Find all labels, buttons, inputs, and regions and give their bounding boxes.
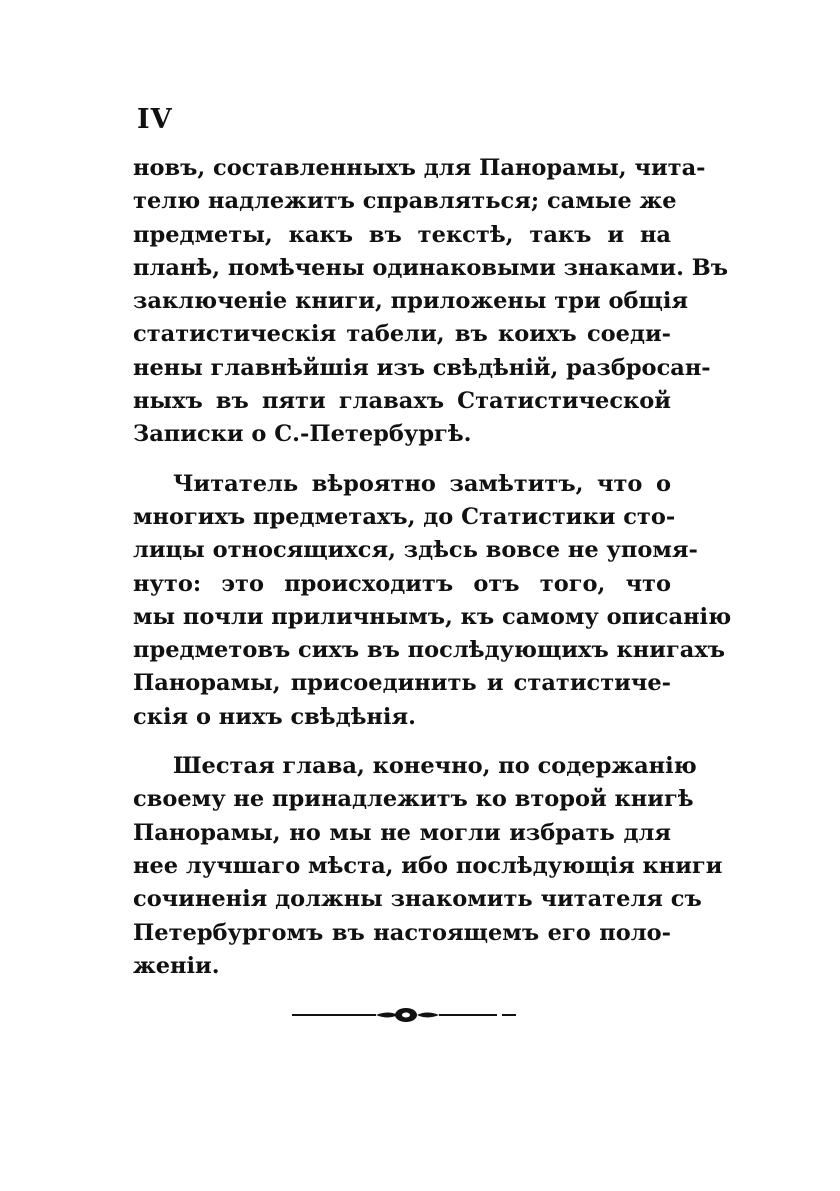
paragraph-1: [133, 152, 729, 452]
text-line: Панорамы, но мы не могли избрать для: [133, 819, 671, 846]
text-line: скiя о нихъ свѣдѣнiя.: [133, 703, 416, 730]
text-line: предметовъ сихъ въ послѣдующихъ книгахъ: [133, 637, 725, 664]
text-line: мы почли приличнымъ, къ самому описанiю: [133, 603, 732, 630]
text-line: своему не принадлежитъ ко второй книгѣ: [133, 786, 694, 813]
text-line: заключенiе книги, приложены три общiя: [133, 288, 688, 315]
text-line: Читатель вѣроятно замѣтитъ, что о: [173, 470, 671, 497]
text-line: Записки о С.-Петербургѣ.: [133, 421, 472, 448]
text-line: лицы относящихся, здѣсь вовсе не упомя-: [133, 537, 698, 564]
text-line: новъ, составленныхъ для Панорамы, чита-: [133, 155, 706, 181]
text-line: планѣ, помѣчены одинаковыми знаками. Въ: [133, 254, 729, 281]
paragraph-3: [133, 750, 723, 983]
ornamental-divider-icon: [290, 1004, 520, 1026]
text-line: Панорамы, присоединить и статистиче-: [133, 670, 671, 697]
text-line: ныхъ въ пяти главахъ Статистической: [133, 388, 671, 415]
text-line: телю надлежитъ справляться; самые же: [133, 188, 677, 215]
text-line: Шестая глава, конечно, по содержанiю: [173, 753, 697, 780]
page-number: IV: [137, 104, 173, 135]
text-line: нуто: это происходитъ отъ того, что: [133, 570, 671, 597]
body-text: [133, 152, 732, 999]
text-line: сочиненiя должны знакомить читателя съ: [133, 886, 702, 913]
text-line: нее лучшаго мѣста, ибо послѣдующiя книги: [133, 852, 723, 879]
text-line: статистическiя табели, въ коихъ соеди-: [133, 321, 671, 348]
text-line: предметы, какъ въ текстѣ, такъ и на: [133, 221, 671, 248]
text-line: нены главнѣйшiя изъ свѣдѣнiй, разбросан-: [133, 354, 711, 381]
text-line: женiи.: [133, 952, 220, 979]
text-line: многихъ предметахъ, до Статистики сто-: [133, 503, 676, 530]
paragraph-2: [133, 468, 732, 734]
text-line: Петербургомъ въ настоящемъ его поло-: [133, 919, 671, 946]
